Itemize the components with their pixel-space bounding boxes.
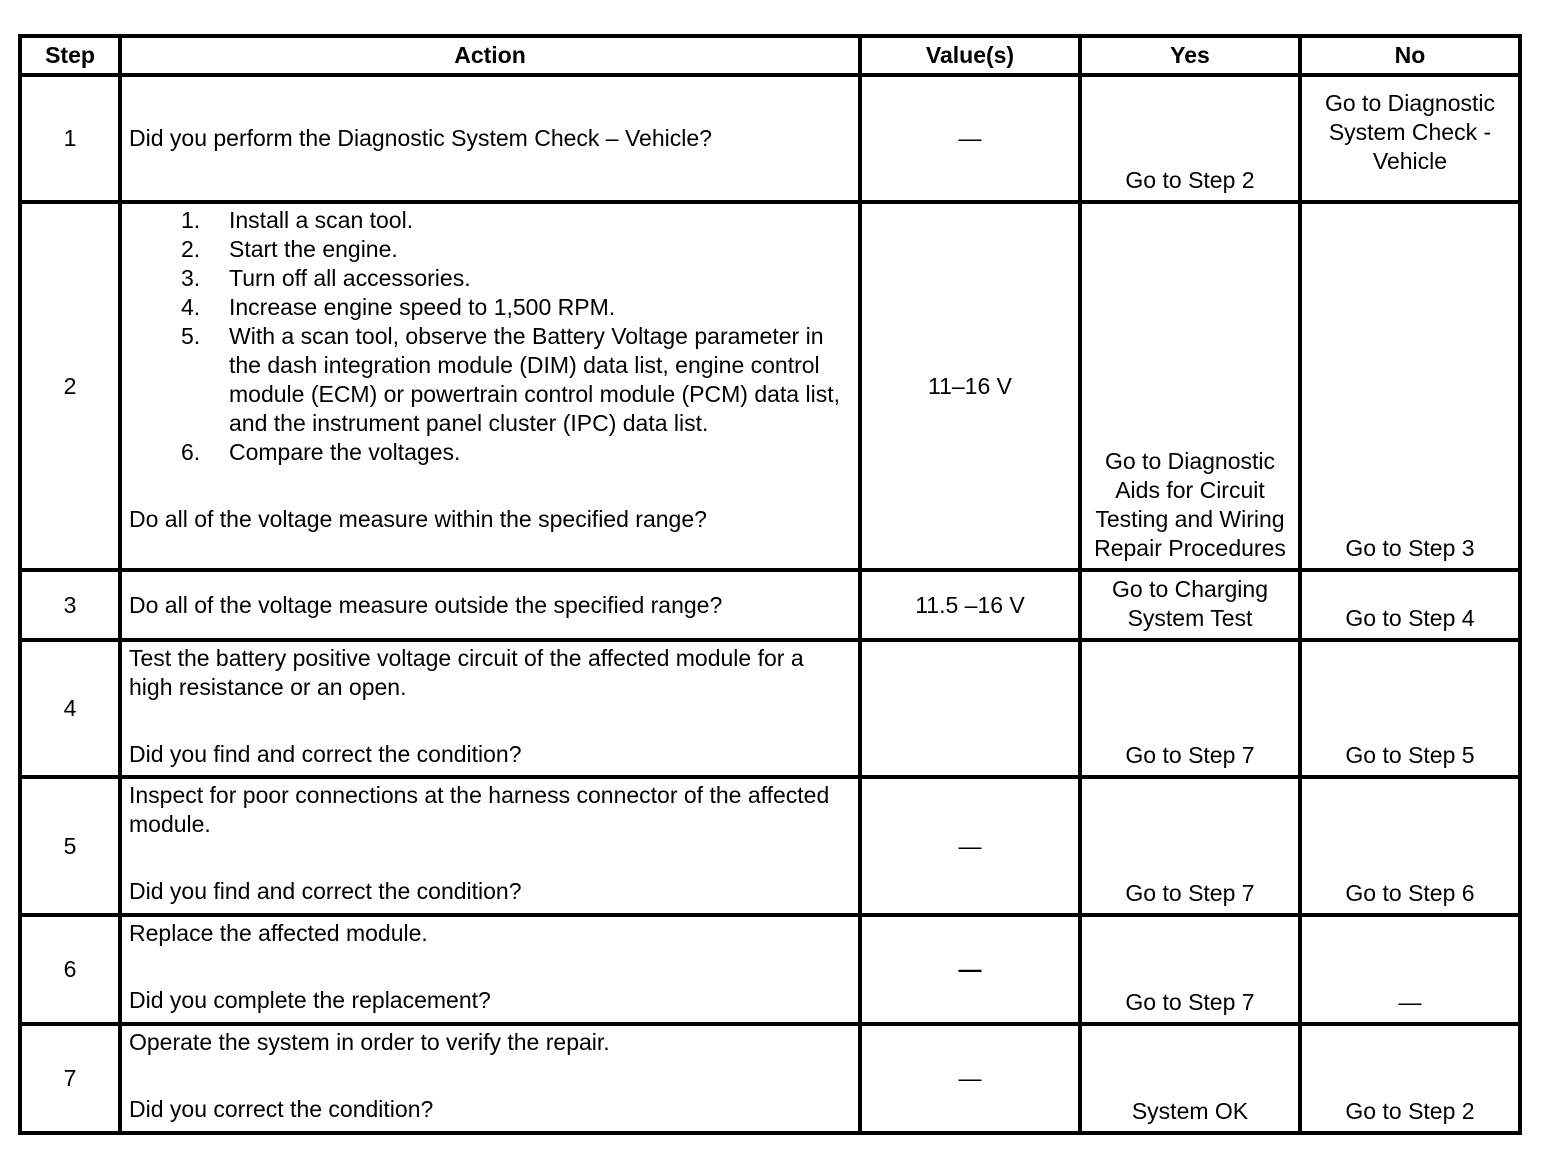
action-question: Did you correct the condition?: [129, 1096, 434, 1122]
list-item: 6. Compare the voltages.: [181, 439, 461, 465]
action-cell: [120, 202, 860, 570]
no-cell: Go to Diagnostic System Check - Vehicle: [1300, 75, 1520, 202]
list-item: 2. Start the engine.: [181, 236, 398, 262]
list-item: 4. Increase engine speed to 1,500 RPM.: [181, 294, 616, 320]
action-question: Did you perform the Diagnostic System Check – Vehicle?: [129, 125, 712, 151]
header-no: No: [1300, 36, 1520, 75]
action-question: Did you complete the replacement?: [129, 987, 491, 1013]
list-item: 1. Install a scan tool.: [181, 207, 414, 233]
no-cell: Go to Step 4: [1300, 570, 1520, 640]
no-cell: Go to Step 2: [1300, 1024, 1520, 1133]
header-step: Step: [20, 36, 120, 75]
list-item: 5. With a scan tool, observe the Battery Voltage parameter in the dash integration module (DIM) data list, engine control module (ECM) or powertrain control module (PCM) data list, and the instrument panel cluster (IPC) data list.: [181, 323, 840, 436]
yes-cell: System OK: [1080, 1024, 1300, 1133]
action-instruction: Operate the system in order to verify the repair.: [129, 1029, 610, 1055]
value-cell: —: [860, 915, 1080, 1024]
yes-cell: Go to Charging System Test: [1080, 570, 1300, 640]
diagnostic-table: [18, 34, 1522, 1135]
value-cell: —: [860, 75, 1080, 202]
table-row: [20, 640, 1520, 777]
step-number: 2: [20, 202, 120, 570]
value-cell: [860, 640, 1080, 777]
action-question: Did you find and correct the condition?: [129, 878, 522, 904]
header-row: [20, 36, 1520, 75]
no-cell: Go to Step 5: [1300, 640, 1520, 777]
no-cell: —: [1300, 915, 1520, 1024]
action-cell: [120, 777, 860, 915]
yes-cell: Go to Step 2: [1080, 75, 1300, 202]
step-number: 1: [20, 75, 120, 202]
value-cell: —: [860, 1024, 1080, 1133]
action-instruction: Inspect for poor connections at the harness connector of the affected module.: [129, 782, 830, 837]
list-item: 3. Turn off all accessories.: [181, 265, 471, 291]
instruction-list: [129, 206, 851, 467]
header-action: Action: [120, 36, 860, 75]
table-row: [20, 915, 1520, 1024]
value-cell: 11–16 V: [860, 202, 1080, 570]
action-cell: [120, 640, 860, 777]
value-cell: —: [860, 777, 1080, 915]
no-cell: Go to Step 6: [1300, 777, 1520, 915]
action-question: Do all of the voltage measure outside the specified range?: [129, 591, 723, 618]
action-question: Did you find and correct the condition?: [129, 741, 522, 767]
table-row: [20, 202, 1520, 570]
table-row: [20, 1024, 1520, 1133]
table-row: [20, 75, 1520, 202]
action-cell: [120, 75, 860, 202]
no-cell: Go to Step 3: [1300, 202, 1520, 570]
action-cell: [120, 1024, 860, 1133]
action-question: Do all of the voltage measure within the specified range?: [129, 506, 707, 532]
step-number: 6: [20, 915, 120, 1024]
step-number: 5: [20, 777, 120, 915]
action-instruction: Test the battery positive voltage circuit of the affected module for a high resistance or an open.: [129, 645, 804, 700]
value-cell: 11.5 –16 V: [860, 570, 1080, 640]
yes-cell: Go to Diagnostic Aids for Circuit Testing and Wiring Repair Procedures: [1080, 202, 1300, 570]
yes-cell: Go to Step 7: [1080, 915, 1300, 1024]
action-cell: [120, 570, 860, 640]
table-row: [20, 777, 1520, 915]
table-row: [20, 570, 1520, 640]
step-number: 3: [20, 570, 120, 640]
yes-cell: Go to Step 7: [1080, 640, 1300, 777]
yes-cell: Go to Step 7: [1080, 777, 1300, 915]
action-instruction: Replace the affected module.: [129, 920, 428, 946]
header-yes: Yes: [1080, 36, 1300, 75]
step-number: 7: [20, 1024, 120, 1133]
step-number: 4: [20, 640, 120, 777]
header-values: Value(s): [860, 36, 1080, 75]
action-cell: [120, 915, 860, 1024]
